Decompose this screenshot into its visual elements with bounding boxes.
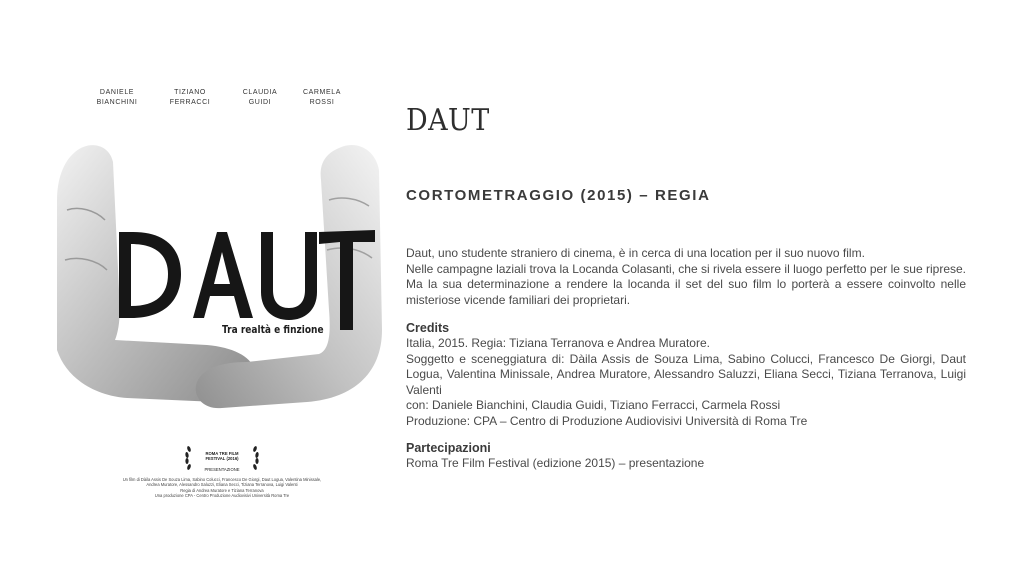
laurel-title: ROMA TRE FILM FESTIVAL (2016) (205, 451, 239, 462)
poster-cast-name: CARMELA ROSSI (302, 89, 342, 106)
page-title: DAUT (406, 103, 490, 138)
credits-section (406, 321, 966, 429)
right-hand (196, 145, 382, 408)
movie-poster (57, 80, 382, 508)
framing-hands-image (57, 140, 382, 460)
synopsis (406, 246, 966, 308)
festival-laurel (182, 443, 262, 473)
page-subtitle: CORTOMETRAGGIO (2015) – REGIA (406, 187, 711, 204)
synopsis-paragraph: Nelle campagne laziali trova la Locanda Colasanti, che si rivela essere il luogo perfetto per le sue riprese. Ma la sua determinazione a rendere la locanda il set del suo film lo porterà a essere coinvolto nelle misteriose vicende familiari dei proprietari. (406, 261, 966, 307)
partecipazioni-line: Roma Tre Film Festival (edizione 2015) – presentazione (406, 456, 705, 470)
credits-line: con: Daniele Bianchini, Claudia Guidi, Tiziano Ferracci, Carmela Rossi (406, 398, 781, 412)
poster-credits: Un film di Dàila Assis De Souza Lima, Sabino Colucci, Francesco De Giorgi, Daut Logua, Valentina Minissale, Andrea Muratore, Alessandro Saluzzi, Eliana Secci, Tiziana Terranova, Luigi Valenti Regia di Andrea Muratore e Tiziana Terranova Una produzione CPA - Centro Produzione Audiovisivi Università Roma Tre (122, 477, 322, 499)
poster-cast-name: TIZIANO FERRACCI (169, 89, 211, 106)
credits-heading: Credits (406, 321, 450, 335)
credits-line: Produzione: CPA – Centro di Produzione Audiovisivi Università di Roma Tre (406, 413, 808, 428)
poster-cast-name: CLAUDIA GUIDI (242, 89, 278, 106)
credits-line: Italia, 2015. Regia: Tiziana Terranova e Andrea Muratore. (406, 336, 710, 350)
laurel-subtitle: PRESENTAZIONE (204, 466, 240, 472)
credits-line: Soggetto e sceneggiatura di: Dàila Assis de Souza Lima, Sabino Colucci, Francesco De Giorgi, Daut Logua, Valentina Minissale, Andrea Muratore, Alessandro Saluzzi, Eliana Secci, Tiziana Terranova, Luigi Valenti (406, 351, 966, 397)
poster-cast-row (57, 88, 382, 118)
poster-tagline: Tra realtà e finzione (222, 323, 324, 336)
partecipazioni-heading: Partecipazioni (406, 441, 491, 455)
poster-cast-name: DANIELE BIANCHINI (96, 89, 138, 106)
partecipazioni-section (406, 441, 966, 472)
synopsis-paragraph: Daut, uno studente straniero di cinema, è in cerca di una location per il suo nuovo film. (406, 246, 865, 260)
